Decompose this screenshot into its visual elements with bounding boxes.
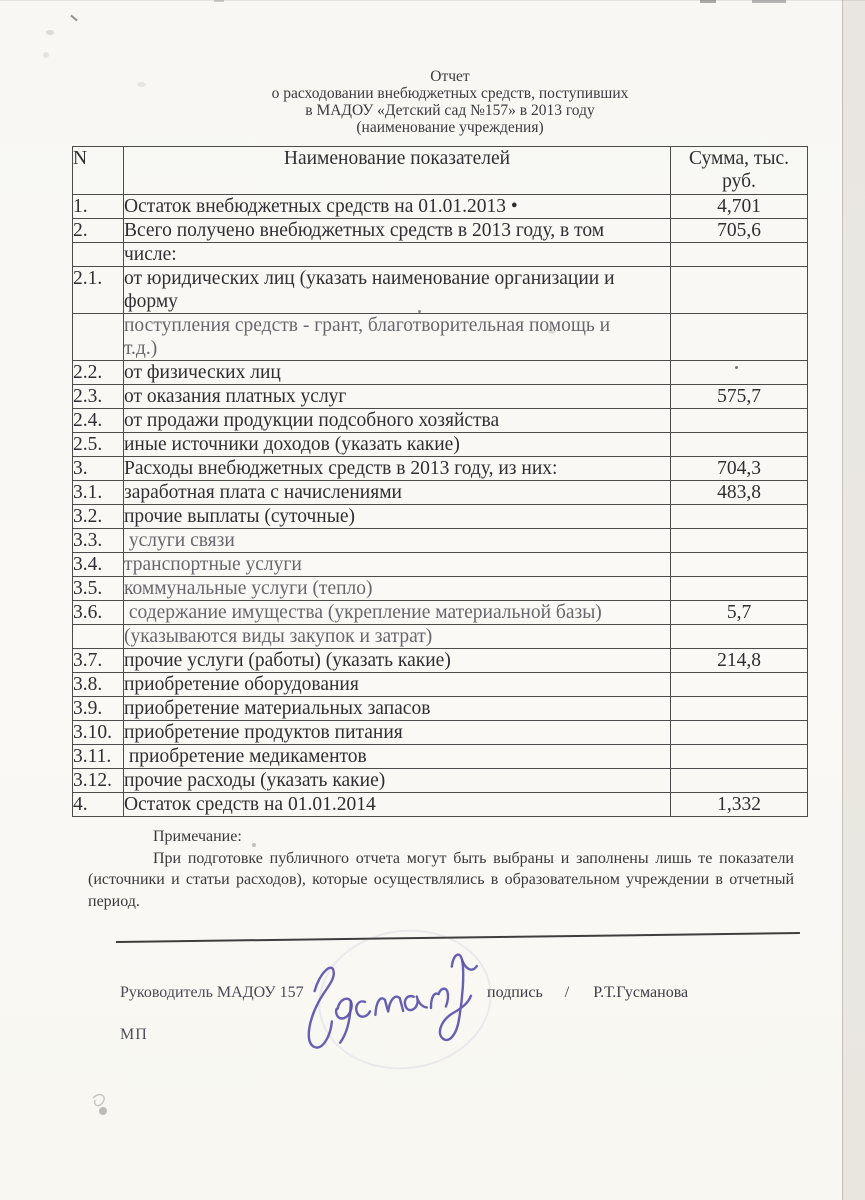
row-value-cell: 483,8 <box>671 481 808 505</box>
scan-top-edge <box>0 0 865 1</box>
row-number-cell: 3.10. <box>73 721 124 745</box>
table-row <box>73 505 808 529</box>
row-label-cell <box>124 625 671 649</box>
row-label-line: иные источники доходов (указать какие) <box>124 434 460 455</box>
row-number-cell <box>73 243 124 267</box>
row-label-cell <box>124 577 671 601</box>
row-label-cell <box>124 721 671 745</box>
row-number-cell: 2.2. <box>73 361 124 385</box>
row-value-cell <box>671 529 808 553</box>
title-line-3: в МАДОУ «Детский сад №157» в 2013 году <box>305 102 595 119</box>
row-label-line: числе: <box>124 244 177 265</box>
report-title <box>35 68 865 136</box>
scan-edge-shadow <box>842 0 865 1200</box>
row-label-line: приобретение оборудования <box>124 674 359 695</box>
row-value-cell <box>671 745 808 769</box>
row-label-line: форму <box>124 291 178 312</box>
column-header-name: Наименование показателей <box>124 147 671 195</box>
row-value-cell <box>671 625 808 649</box>
row-label-line: приобретение материальных запасов <box>124 698 431 719</box>
row-label-line: содержание имущества (укрепление материальной базы) <box>124 602 602 623</box>
row-number-cell: 3.8. <box>73 673 124 697</box>
report-table-body <box>73 195 808 817</box>
report-table <box>72 146 808 817</box>
signature-caption-row <box>487 984 688 1002</box>
row-number-cell <box>73 314 124 361</box>
row-value-cell <box>671 361 808 385</box>
table-row <box>73 697 808 721</box>
row-number-cell: 2.5. <box>73 433 124 457</box>
row-number-cell: 3.1. <box>73 481 124 505</box>
row-value-cell <box>671 769 808 793</box>
scan-artifact <box>70 15 77 22</box>
row-label-cell <box>124 649 671 673</box>
row-label-line: прочие расходы (указать какие) <box>124 770 386 791</box>
table-row <box>73 433 808 457</box>
row-value-cell <box>671 505 808 529</box>
row-number-cell: 3.2. <box>73 505 124 529</box>
scan-artifact <box>88 1090 112 1118</box>
table-row <box>73 195 808 219</box>
row-value-cell <box>671 409 808 433</box>
row-value-cell: 705,6 <box>671 219 808 243</box>
row-label-cell <box>124 457 671 481</box>
row-label-cell <box>124 481 671 505</box>
row-label-cell <box>124 505 671 529</box>
row-label-cell <box>124 409 671 433</box>
table-row <box>73 481 808 505</box>
row-label-line: от физических лиц <box>124 362 281 383</box>
table-row <box>73 577 808 601</box>
signatory-name: Р.Т.Гусманова <box>593 984 689 1001</box>
row-number-cell: 2.3. <box>73 385 124 409</box>
signature-caption: подпись <box>487 984 543 1001</box>
table-row <box>73 219 808 243</box>
row-label-cell <box>124 243 671 267</box>
row-label-cell <box>124 673 671 697</box>
scan-artifact <box>214 0 224 2</box>
row-label-line: Расходы внебюджетных средств в 2013 году, из них: <box>124 458 558 479</box>
scan-artifact <box>752 0 786 3</box>
row-value-cell <box>671 433 808 457</box>
table-row <box>73 267 808 314</box>
row-value-cell <box>671 553 808 577</box>
signature-separator: / <box>564 984 570 1001</box>
leader-label: Руководитель МАДОУ 157 <box>120 984 304 1001</box>
row-label-line: от продажи продукции подсобного хозяйства <box>124 410 500 431</box>
table-row <box>73 649 808 673</box>
row-label-line: от юридических лиц (указать наименование организации и <box>124 268 615 289</box>
row-label-cell <box>124 601 671 625</box>
row-label-line: от оказания платных услуг <box>124 386 347 407</box>
scan-artifact <box>46 30 54 35</box>
row-label-line: приобретение продуктов питания <box>124 722 403 743</box>
row-label-cell <box>124 433 671 457</box>
row-label-cell <box>124 361 671 385</box>
row-value-cell <box>671 243 808 267</box>
row-value-cell: 1,332 <box>671 793 808 817</box>
row-label-line: приобретение медикаментов <box>124 746 367 767</box>
scan-artifact <box>43 52 49 58</box>
row-value-cell <box>671 314 808 361</box>
table-row <box>73 314 808 361</box>
row-label-line: т.д.) <box>124 338 158 359</box>
row-label-line: услуги связи <box>124 530 235 551</box>
table-row <box>73 457 808 481</box>
row-label-line: (указываются виды закупок и затрат) <box>124 626 433 647</box>
row-value-cell <box>671 721 808 745</box>
note-label: Примечание: <box>153 828 242 845</box>
row-value-cell: 4,701 <box>671 195 808 219</box>
row-number-cell: 3.6. <box>73 601 124 625</box>
row-number-cell: 3.5. <box>73 577 124 601</box>
table-row <box>73 361 808 385</box>
row-number-cell: 3.4. <box>73 553 124 577</box>
row-label-cell <box>124 529 671 553</box>
note-block <box>88 826 794 912</box>
table-row <box>73 721 808 745</box>
table-row <box>73 673 808 697</box>
row-label-line: прочие услуги (работы) (указать какие) <box>124 650 451 671</box>
row-label-cell <box>124 553 671 577</box>
table-row <box>73 553 808 577</box>
table-row <box>73 529 808 553</box>
row-number-cell: 2. <box>73 219 124 243</box>
row-label-cell <box>124 219 671 243</box>
stamp-place-label: МП <box>120 1026 148 1043</box>
row-value-cell: 214,8 <box>671 649 808 673</box>
row-value-cell: 704,3 <box>671 457 808 481</box>
row-number-cell: 2.4. <box>73 409 124 433</box>
scan-artifact <box>700 0 716 3</box>
report-table-header <box>73 147 808 195</box>
title-line-4: (наименование учреждения) <box>356 119 544 136</box>
row-label-cell <box>124 745 671 769</box>
row-label-cell <box>124 385 671 409</box>
row-label-line: заработная плата с начислениями <box>124 482 402 503</box>
row-label-line: Остаток средств на 01.01.2014 <box>124 794 376 815</box>
table-row <box>73 745 808 769</box>
note-text: При подготовке публичного отчета могут быть выбраны и заполнены лишь те показатели (источники и статьи расходов), которые осуществлялись в образовательном учреждении в отчетный период. <box>88 849 794 910</box>
row-label-cell <box>124 697 671 721</box>
row-number-cell: 4. <box>73 793 124 817</box>
table-row <box>73 601 808 625</box>
row-label-line: Остаток внебюджетных средств на 01.01.2013 • <box>124 196 518 217</box>
row-label-cell <box>124 267 671 314</box>
column-header-sum: Сумма, тыс. руб. <box>671 147 808 195</box>
row-number-cell <box>73 625 124 649</box>
table-row <box>73 409 808 433</box>
row-number-cell: 3.7. <box>73 649 124 673</box>
column-header-number: N <box>73 147 124 195</box>
row-label-line: прочие выплаты (суточные) <box>124 506 355 527</box>
table-row <box>73 243 808 267</box>
table-row <box>73 625 808 649</box>
row-number-cell: 3. <box>73 457 124 481</box>
title-line-1: Отчет <box>430 68 470 85</box>
row-number-cell: 3.3. <box>73 529 124 553</box>
row-label-cell <box>124 769 671 793</box>
row-value-cell <box>671 673 808 697</box>
row-number-cell: 1. <box>73 195 124 219</box>
row-label-line: коммунальные услуги (тепло) <box>124 578 373 599</box>
table-row <box>73 769 808 793</box>
handwritten-signature <box>277 926 489 1076</box>
title-line-2: о расходовании внебюджетных средств, поступивших <box>271 85 629 102</box>
row-value-cell: 575,7 <box>671 385 808 409</box>
row-number-cell: 2.1. <box>73 267 124 314</box>
row-value-cell <box>671 267 808 314</box>
row-label-line: поступления средств - грант, благотворительная помощь и <box>124 315 611 336</box>
row-label-line: транспортные услуги <box>124 554 302 575</box>
row-value-cell <box>671 577 808 601</box>
row-label-cell <box>124 195 671 219</box>
row-number-cell: 3.9. <box>73 697 124 721</box>
row-value-cell <box>671 697 808 721</box>
row-label-cell <box>124 793 671 817</box>
table-row <box>73 385 808 409</box>
row-label-line: Всего получено внебюджетных средств в 2013 году, в том <box>124 220 605 241</box>
row-label-cell <box>124 314 671 361</box>
table-row <box>73 793 808 817</box>
row-number-cell: 3.11. <box>73 745 124 769</box>
row-value-cell: 5,7 <box>671 601 808 625</box>
row-number-cell: 3.12. <box>73 769 124 793</box>
